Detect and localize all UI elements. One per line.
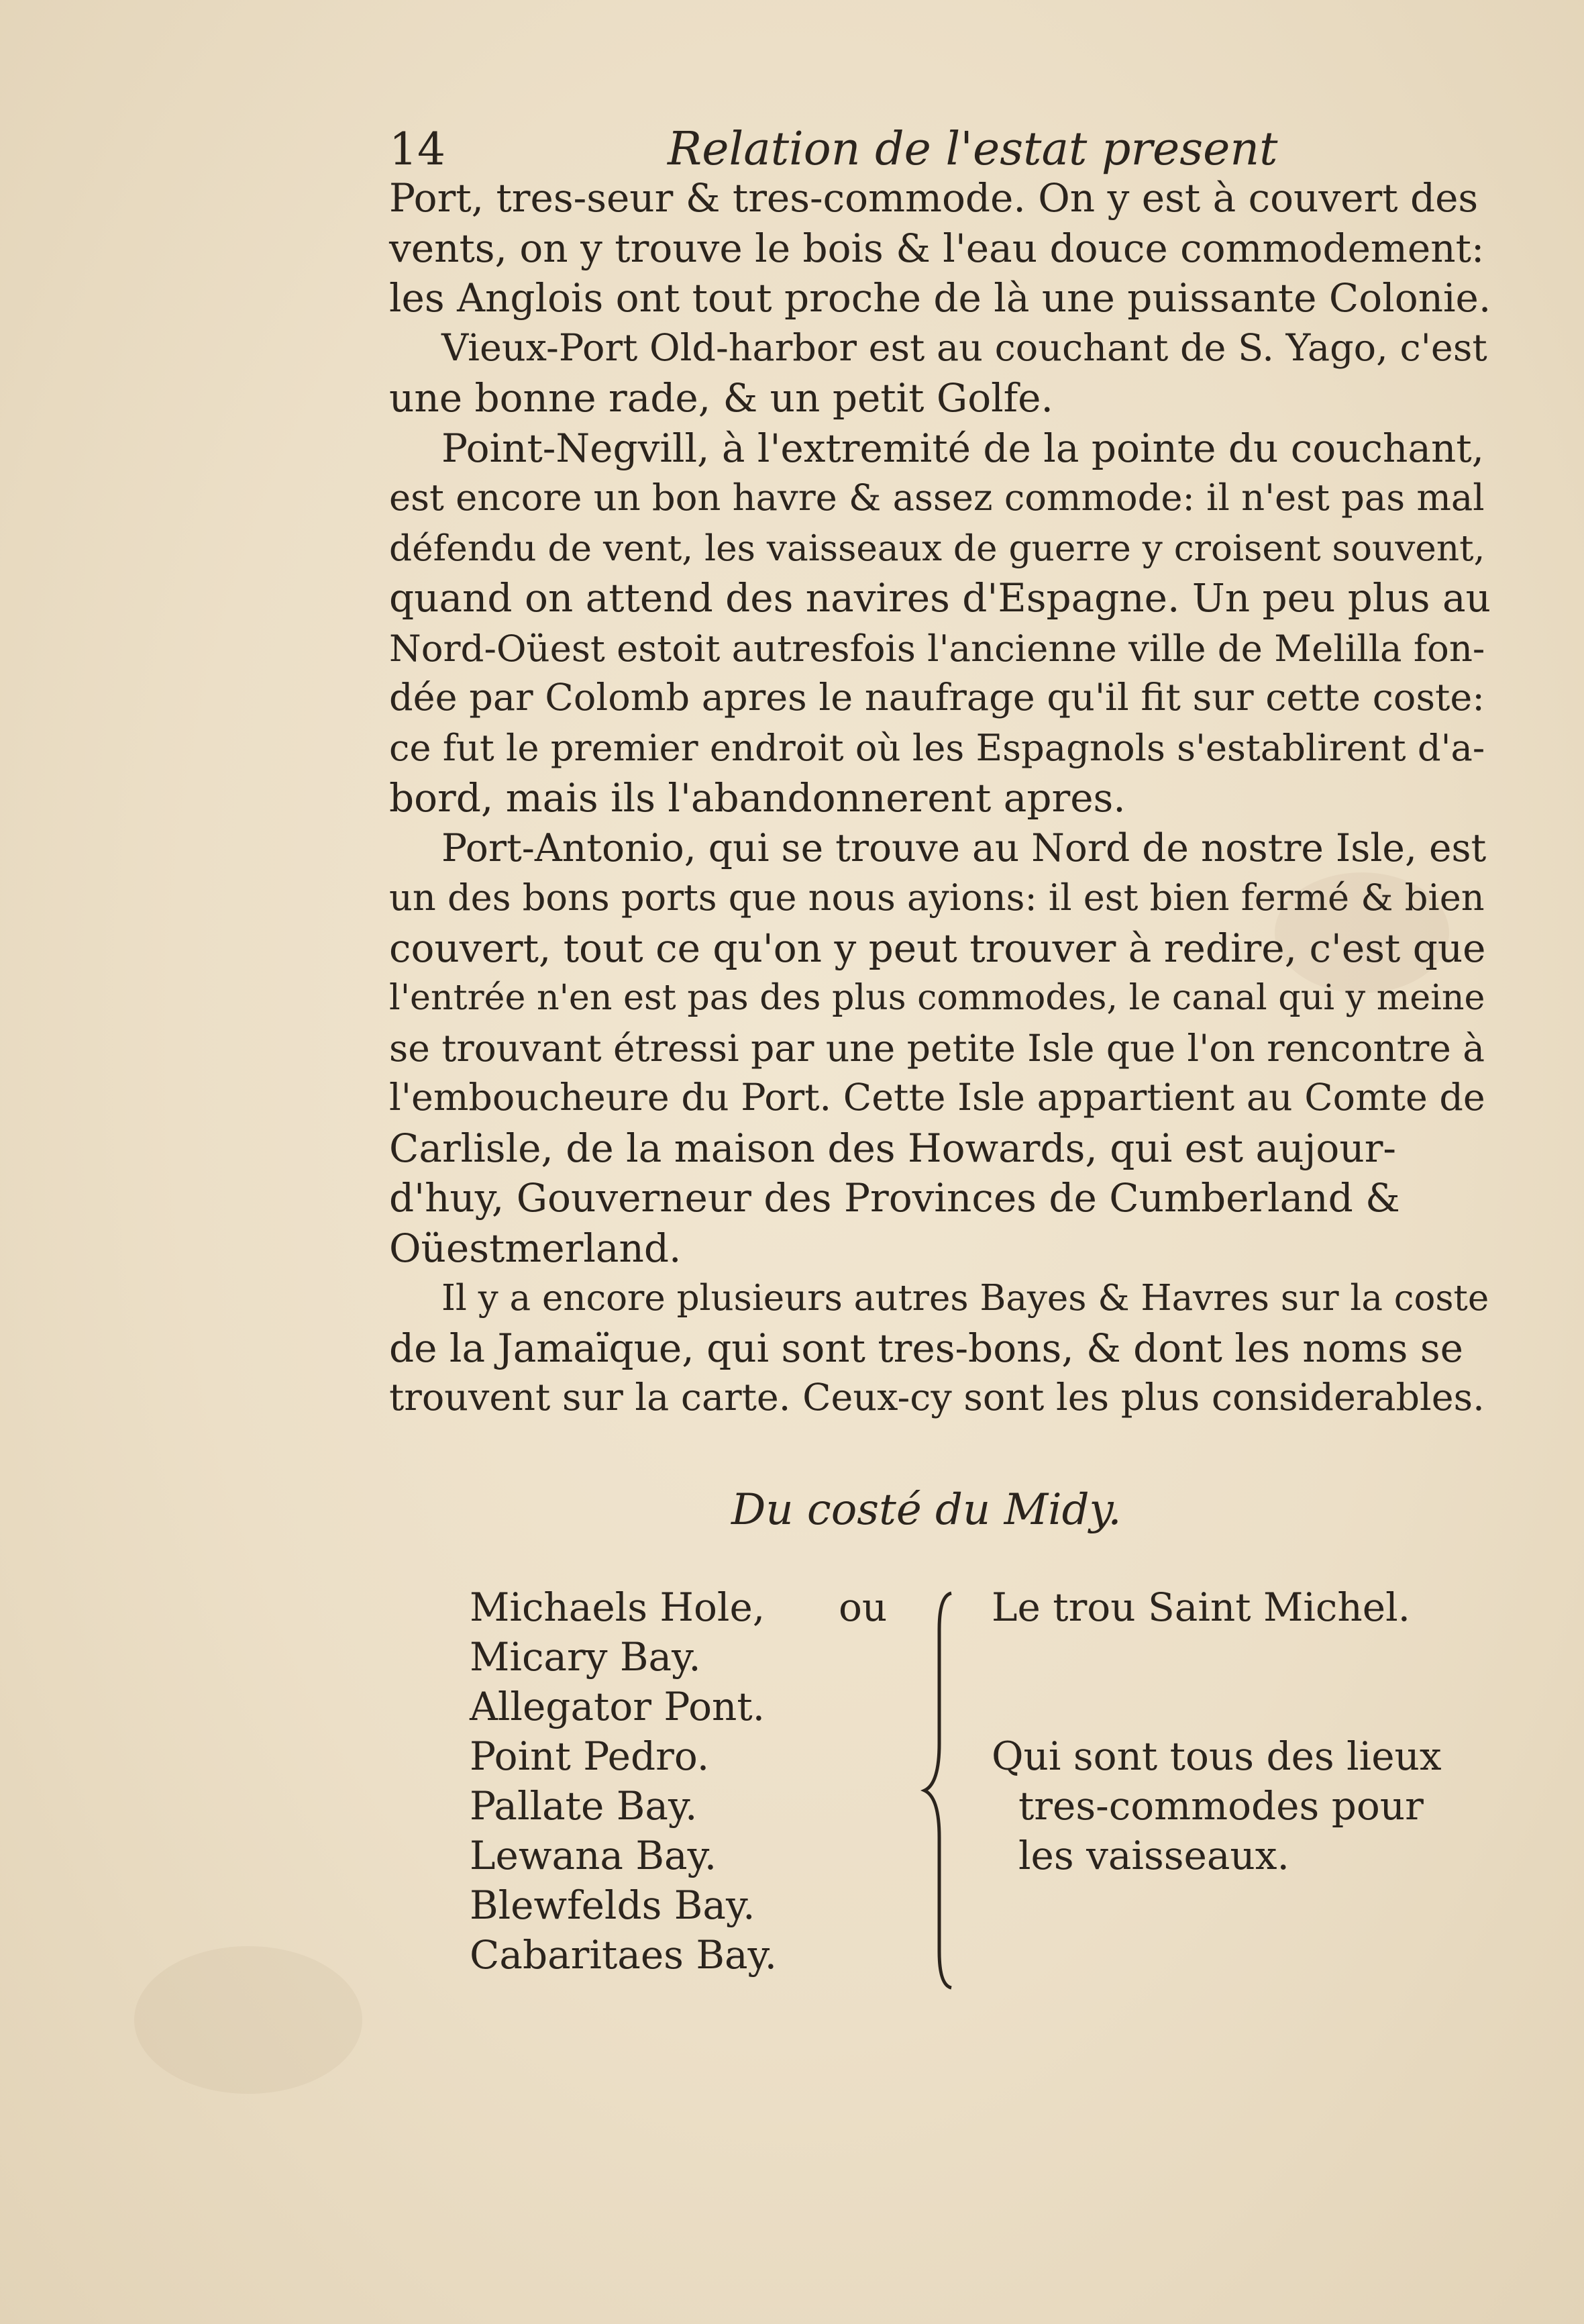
brace-note-line: tres-commodes pour — [1018, 1783, 1424, 1829]
text-line: les Anglois ont tout proche de là une puissante Colonie. — [389, 275, 1491, 321]
text-line: est encore un bon havre & assez commode: il n'est pas mal — [389, 476, 1485, 519]
text-line: couvert, tout ce qu'on y peut trouver à redire, c'est que — [389, 925, 1486, 971]
text-line: dée par Colomb apres le naufrage qu'il fit sur cette coste: — [389, 676, 1485, 719]
curly-brace — [919, 1589, 966, 1992]
bay-list-item: Micary Bay. — [470, 1634, 701, 1680]
body-text — [389, 173, 1496, 1423]
text-line: ce fut le premier endroit où les Espagnols s'establirent d'a- — [389, 726, 1485, 769]
text-line: bord, mais ils l'abandonnerent apres. — [389, 775, 1126, 821]
paper-stain — [134, 1946, 362, 2094]
text-line: Oüestmerland. — [389, 1225, 682, 1271]
brace-note — [992, 1731, 1448, 1880]
bay-list-item: Pallate Bay. — [470, 1783, 698, 1829]
bay-list-item: Blewfelds Bay. — [470, 1882, 755, 1928]
running-head — [389, 119, 1278, 180]
bay-list-item: Lewana Bay. — [470, 1833, 717, 1878]
first-translation: Le trou Saint Michel. — [992, 1584, 1411, 1630]
text-line: se trouvant étressi par une petite Isle que l'on rencontre à — [389, 1026, 1485, 1070]
text-line: de la Jamaïque, qui sont tres-bons, & dont les noms se — [389, 1325, 1463, 1371]
text-line: défendu de vent, les vaisseaux de guerre y croisent souvent, — [389, 527, 1485, 569]
text-line: Carlisle, de la maison des Howards, qui est aujour- — [389, 1125, 1397, 1171]
text-line: trouvent sur la carte. Ceux-cy sont les plus considerables. — [389, 1376, 1485, 1419]
text-line: Nord-Oüest estoit autresfois l'ancienne ville de Melilla fon- — [389, 626, 1485, 670]
bay-list-item: Point Pedro. — [470, 1733, 710, 1779]
brace-note-line: Qui sont tous des lieux — [992, 1733, 1442, 1779]
text-line: Port-Antonio, qui se trouve au Nord de nostre Isle, est — [441, 825, 1487, 870]
brace-note-line: les vaisseaux. — [1018, 1833, 1289, 1878]
running-title: Relation de l'estat present — [668, 123, 1278, 176]
page-number: 14 — [389, 123, 445, 175]
text-line: Port, tres-seur & tres-commode. On y est à couvert des — [389, 175, 1479, 221]
bay-list-item: Cabaritaes Bay. — [470, 1932, 778, 1978]
text-line: d'huy, Gouverneur des Provinces de Cumberland & — [389, 1175, 1400, 1221]
text-line: un des bons ports que nous ayions: il est bien fermé & bien — [389, 876, 1485, 919]
text-line: l'entrée n'en est pas des plus commodes, le canal qui y meine — [389, 978, 1485, 1018]
section-heading: Du costé du Midy. — [731, 1485, 1122, 1535]
text-line: Vieux-Port Old-harbor est au couchant de S. Yago, c'est — [441, 325, 1487, 370]
text-line: quand on attend des navires d'Espagne. Un peu plus au — [389, 575, 1491, 621]
text-line: Point-Negvill, à l'extremité de la pointe du couchant, — [441, 425, 1485, 471]
bay-list-item: Michaels Hole, — [470, 1584, 765, 1630]
bay-list-item: Allegator Pont. — [470, 1684, 765, 1729]
text-line: l'emboucheure du Port. Cette Isle appartient au Comte de — [389, 1076, 1485, 1119]
text-line: Il y a encore plusieurs autres Bayes & Havres sur la coste — [441, 1277, 1489, 1319]
text-line: une bonne rade, & un petit Golfe. — [389, 375, 1053, 421]
text-line: vents, on y trouve le bois & l'eau douce commodement: — [389, 225, 1485, 271]
bay-list — [470, 1582, 845, 1980]
or-word: ou — [839, 1584, 888, 1630]
